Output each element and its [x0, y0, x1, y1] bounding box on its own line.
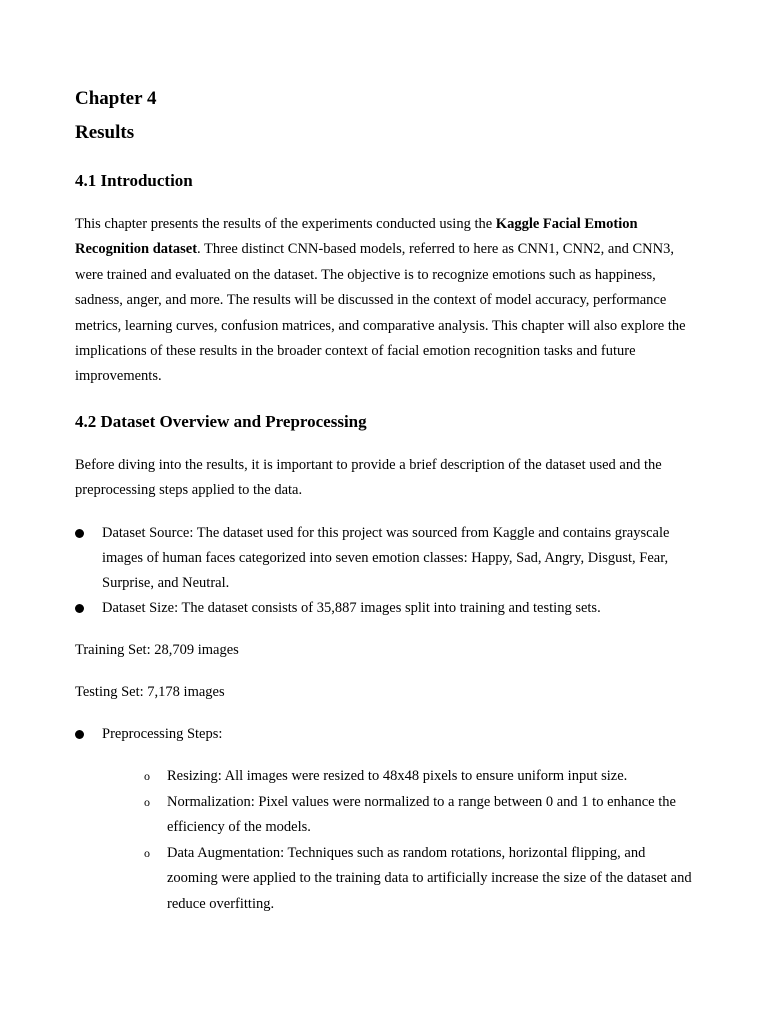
- list-item: [144, 790, 695, 841]
- section-heading-introduction: 4.1 Introduction: [75, 171, 193, 190]
- preprocessing-steps-list: [75, 764, 695, 916]
- dataset-size-text: Dataset Size: The dataset consists of 35,887 images split into training and testing sets.: [102, 599, 601, 616]
- sub-bullet-icon: o: [144, 769, 150, 784]
- introduction-paragraph: [75, 212, 695, 390]
- chapter-title: Results: [75, 122, 135, 143]
- list-item: [144, 841, 695, 917]
- intro-text-start: This chapter presents the results of the experiments conducted using the: [75, 216, 496, 232]
- list-item: [75, 596, 695, 621]
- testing-set-line: Testing Set: 7,178 images: [75, 684, 225, 701]
- dataset-source-text: Dataset Source: The dataset used for this project was sourced from Kaggle and contains grayscale images of human faces categorized into seven emotion classes: Happy, Sad, Angry, Disgust, Fear, Surprise, and Neutral.: [102, 524, 670, 591]
- preprocessing-steps-label: Preprocessing Steps:: [102, 726, 223, 743]
- augmentation-step-text: Data Augmentation: Techniques such as random rotations, horizontal flipping, and zooming were applied to the training data to artificially increase the size of the dataset and reduce overfitting.: [167, 844, 692, 912]
- dataset-paragraph: Before diving into the results, it is important to provide a brief description of the dataset used and the preprocessing steps applied to the data.: [75, 456, 662, 499]
- list-item: [144, 764, 695, 789]
- chapter-label: Chapter 4: [75, 88, 157, 109]
- sub-bullet-icon: o: [144, 794, 150, 809]
- dataset-name-bold: Kaggle Facial Emotion Recognition dataset: [75, 216, 638, 258]
- resizing-step-text: Resizing: All images were resized to 48x48 pixels to ensure uniform input size.: [167, 768, 628, 785]
- intro-text-end: . Three distinct CNN-based models, referred to here as CNN1, CNN2, and CNN3, were trained and evaluated on the dataset. The objective is to recognize emotions such as happiness, sadness, anger, and more. The results will be discussed in the context of model accuracy, performance metrics, learning curves, confusion matrices, and comparative analysis. This chapter will also explore the implications of these results in the broader context of facial emotion recognition tasks and future improvements.: [75, 241, 686, 385]
- sub-bullet-icon: o: [144, 845, 150, 860]
- bullet-icon: [75, 604, 84, 613]
- list-item: [75, 722, 695, 747]
- page-content: [75, 86, 695, 917]
- training-set-line: Training Set: 28,709 images: [75, 641, 239, 658]
- normalization-step-text: Normalization: Pixel values were normalized to a range between 0 and 1 to enhance the efficiency of the models.: [167, 793, 676, 836]
- list-item: [75, 521, 695, 596]
- section-heading-dataset: 4.2 Dataset Overview and Preprocessing: [75, 411, 367, 431]
- dataset-bullet-list: [75, 521, 695, 621]
- bullet-icon: [75, 529, 84, 538]
- bullet-icon: [75, 730, 84, 739]
- preprocessing-bullet-list: [75, 722, 695, 747]
